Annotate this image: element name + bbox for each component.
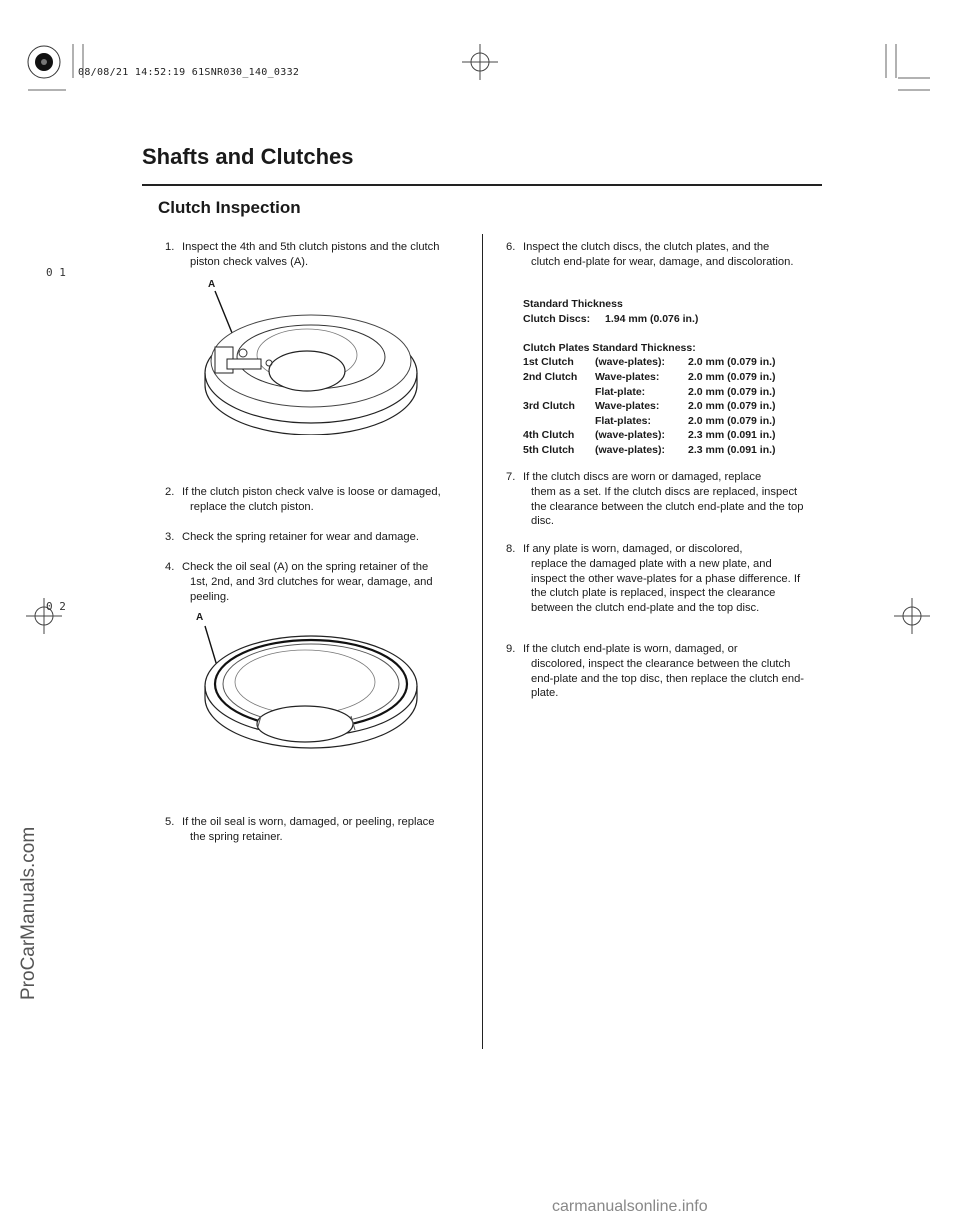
spec-row: 2nd Clutch Wave-plates: 2.0 mm (0.079 in.) [523, 370, 776, 383]
step-6: 6. Inspect the clutch discs, the clutch plates, and the clutch end-plate for wear, damage, and discoloration. [506, 241, 794, 268]
spec-row: 5th Clutch (wave-plates): 2.3 mm (0.091 in.) [523, 443, 776, 456]
side-watermark: ProCarManuals.com [18, 826, 39, 1000]
figure-2-label: A [196, 612, 204, 623]
clutch-piston-figure [195, 285, 425, 435]
step-1: 1. Inspect the 4th and 5th clutch pistons and the clutch piston check valves (A). [165, 241, 440, 268]
spec-std-heading: Standard Thickness [523, 298, 623, 310]
crosshair-top-icon [462, 44, 498, 80]
step-5: 5. If the oil seal is worn, damaged, or peeling, replace the spring retainer. [165, 816, 435, 843]
crosshair-right-icon [894, 598, 930, 634]
margin-mark-2: 0 2 [46, 600, 66, 613]
margin-mark-1: 0 1 [46, 266, 66, 279]
title-rule [142, 184, 822, 186]
spec-discs: Clutch Discs: 1.94 mm (0.076 in.) [523, 312, 699, 325]
step-7: 7. If the clutch discs are worn or damaged, replace them as a set. If the clutch discs are replaced, inspect the clearance between the clutch end-plate and the top disc. [506, 471, 804, 528]
spec-row: Flat-plate: 2.0 mm (0.079 in.) [595, 385, 776, 398]
step-9: 9. If the clutch end-plate is worn, damaged, or discolored, inspect the clearance between the clutch end-plate and the top disc, then replace the clutch end-plate. [506, 643, 805, 700]
spec-plates-heading: Clutch Plates Standard Thickness: [523, 341, 696, 354]
spec-row: 3rd Clutch Wave-plates: 2.0 mm (0.079 in.) [523, 400, 776, 413]
spring-retainer-figure [195, 620, 425, 760]
column-divider [482, 234, 483, 1049]
spec-row: 4th Clutch (wave-plates): 2.3 mm (0.091 in.) [523, 429, 776, 442]
target-mark-icon [28, 46, 60, 78]
footer-watermark: carmanualsonline.info [552, 1198, 708, 1215]
step-4: 4. Check the oil seal (A) on the spring retainer of the 1st, 2nd, and 3rd clutches for wear, damage, and peeling. [165, 561, 433, 603]
figure-1-label: A [208, 279, 216, 290]
step-3: 3. Check the spring retainer for wear and damage. [165, 531, 419, 543]
spec-row: Flat-plates: 2.0 mm (0.079 in.) [595, 414, 776, 427]
step-8: 8. If any plate is worn, damaged, or discolored, replace the damaged plate with a new plate, and inspect the other wave-plates for a phase difference. If the clutch plate is replaced, inspect the clearance between the clutch end-plate and the top disc. [506, 543, 801, 615]
spec-row: 1st Clutch (wave-plates): 2.0 mm (0.079 in.) [523, 356, 776, 369]
spec-block [523, 297, 813, 458]
section-title: Clutch Inspection [158, 198, 301, 217]
step-2: 2. If the clutch piston check valve is loose or damaged, replace the clutch piston. [165, 486, 441, 513]
page-title: Shafts and Clutches [142, 144, 354, 169]
print-stamp: 08/08/21 14:52:19 61SNR030_140_0332 [78, 67, 300, 78]
